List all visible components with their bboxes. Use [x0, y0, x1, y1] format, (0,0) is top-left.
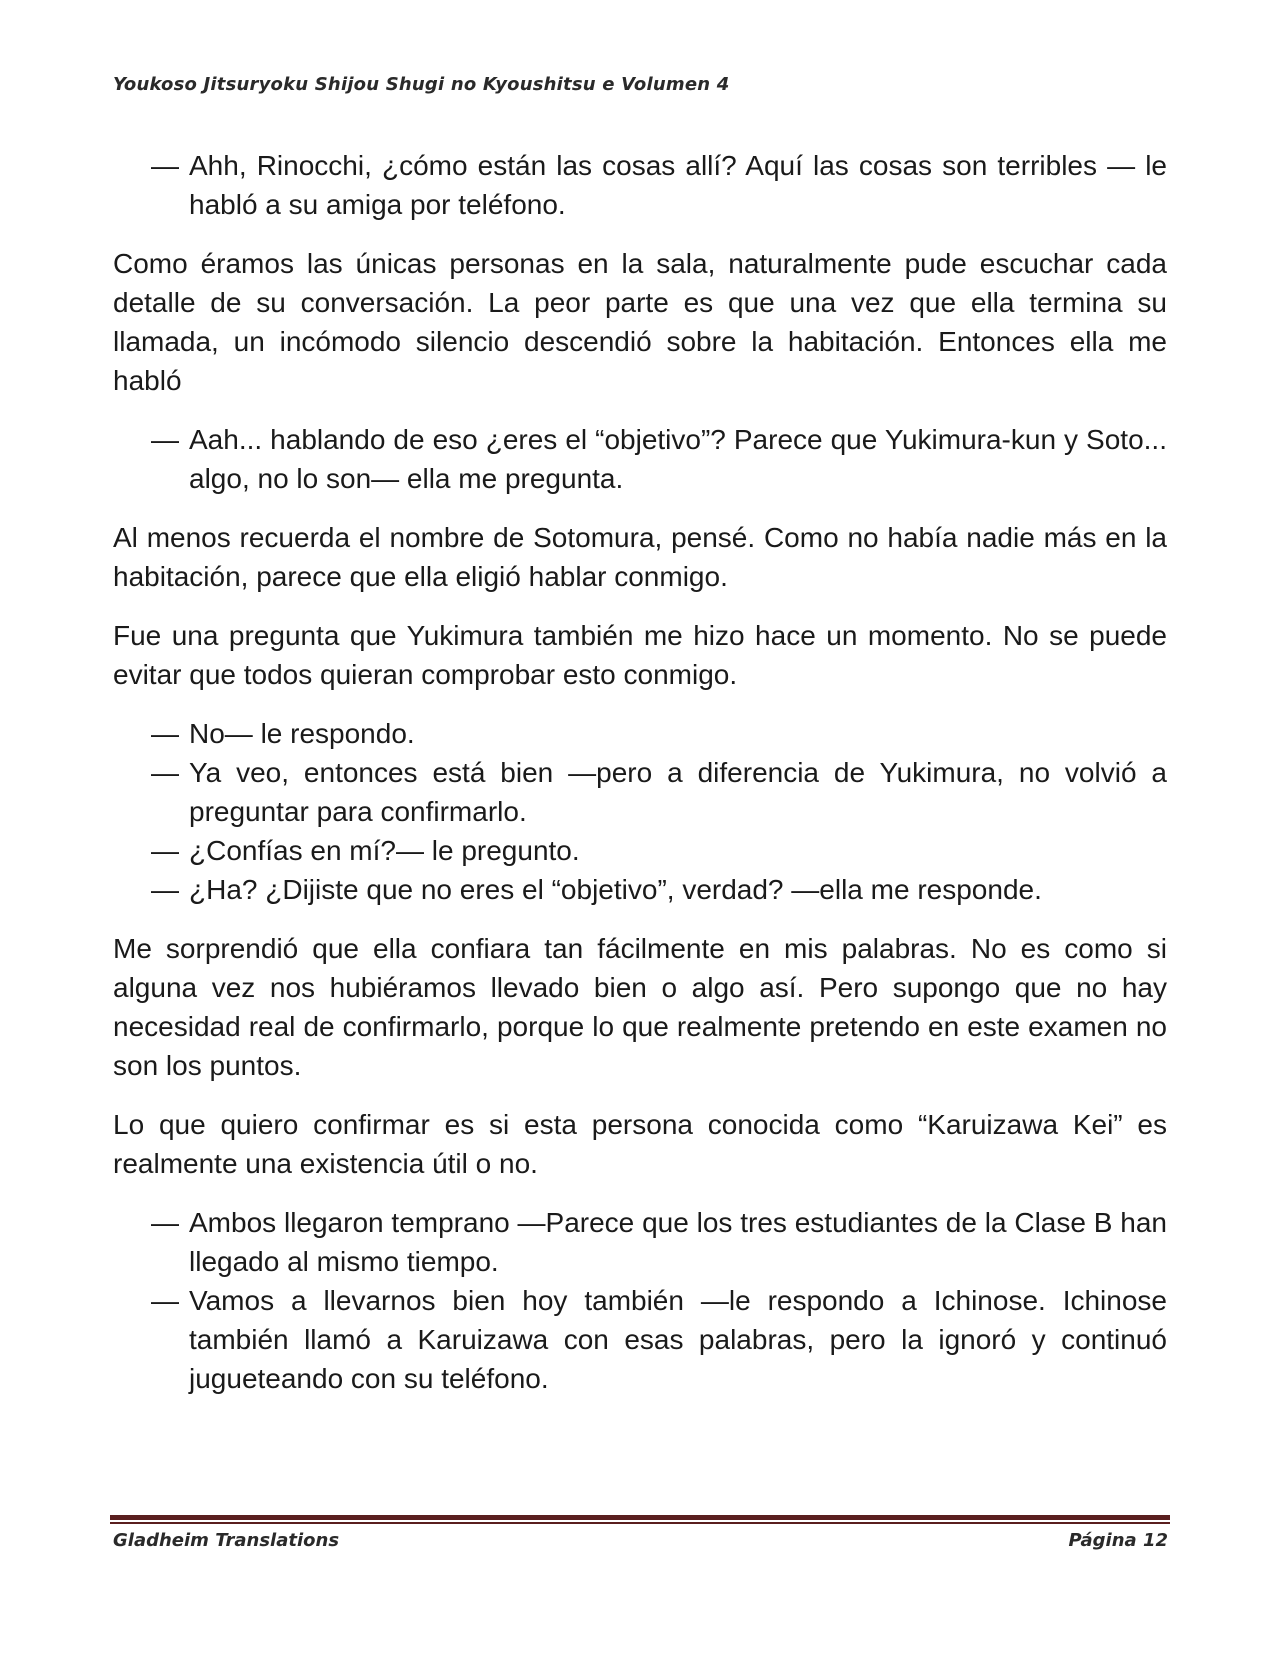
dialogue-group	[113, 146, 1167, 224]
dialogue-text: Ahh, Rinocchi, ¿cómo están las cosas allí? Aquí las cosas son terribles — le habló a su amiga por teléfono.	[189, 150, 1167, 220]
running-header: Youkoso Jitsuryoku Shijou Shugi no Kyoushitsu e Volumen 4	[113, 74, 730, 95]
dialogue-dash: —	[151, 835, 179, 866]
dialogue-line	[113, 831, 1167, 870]
footer-rule-thin	[110, 1522, 1170, 1524]
footer-rule	[110, 1515, 1170, 1524]
paragraph: Me sorprendió que ella confiara tan fácilmente en mis palabras. No es como si alguna vez nos hubiéramos llevado bien o algo así. Pero supongo que no hay necesidad real de confirmarlo, porque lo que realmente pretendo en este examen no son los puntos.	[113, 933, 1167, 1081]
dialogue-dash: —	[151, 874, 179, 905]
footer-page-number: Página 12	[1068, 1530, 1168, 1551]
dialogue-dash: —	[151, 718, 179, 749]
dialogue-text: ¿Ha? ¿Dijiste que no eres el “objetivo”, verdad? —ella me responde.	[189, 874, 1042, 905]
paragraph: Lo que quiero confirmar es si esta persona conocida como “Karuizawa Kei” es realmente una existencia útil o no.	[113, 1109, 1167, 1179]
body-text	[113, 146, 1167, 1418]
dialogue-line	[113, 420, 1167, 498]
dialogue-dash: —	[151, 1285, 179, 1316]
dialogue-dash: —	[151, 1207, 179, 1238]
dialogue-dash: —	[151, 757, 179, 788]
dialogue-group	[113, 420, 1167, 498]
paragraph: Como éramos las únicas personas en la sala, naturalmente pude escuchar cada detalle de su conversación. La peor parte es que una vez que ella termina su llamada, un incómodo silencio descendió sobre la habitación. Entonces ella me habló	[113, 248, 1167, 396]
footer-rule-thick	[110, 1515, 1170, 1520]
dialogue-line	[113, 870, 1167, 909]
dialogue-text: No— le respondo.	[189, 718, 415, 749]
paragraph: Al menos recuerda el nombre de Sotomura, pensé. Como no había nadie más en la habitación, parece que ella eligió hablar conmigo.	[113, 522, 1167, 592]
dialogue-group	[113, 1203, 1167, 1398]
dialogue-line	[113, 146, 1167, 224]
dialogue-line	[113, 1281, 1167, 1398]
footer-publisher: Gladheim Translations	[113, 1530, 340, 1551]
dialogue-text: Vamos a llevarnos bien hoy también —le respondo a Ichinose. Ichinose también llamó a Karuizawa con esas palabras, pero la ignoró y continuó jugueteando con su teléfono.	[189, 1285, 1167, 1394]
dialogue-line	[113, 714, 1167, 753]
dialogue-text: ¿Confías en mí?— le pregunto.	[189, 835, 580, 866]
dialogue-text: Aah... hablando de eso ¿eres el “objetivo”? Parece que Yukimura-kun y Soto... algo, no lo son— ella me pregunta.	[189, 424, 1167, 494]
dialogue-line	[113, 753, 1167, 831]
paragraph: Fue una pregunta que Yukimura también me hizo hace un momento. No se puede evitar que todos quieran comprobar esto conmigo.	[113, 620, 1167, 690]
dialogue-text: Ya veo, entonces está bien —pero a diferencia de Yukimura, no volvió a preguntar para confirmarlo.	[189, 757, 1167, 827]
dialogue-dash: —	[151, 424, 179, 455]
dialogue-dash: —	[151, 150, 179, 181]
dialogue-text: Ambos llegaron temprano —Parece que los tres estudiantes de la Clase B han llegado al mismo tiempo.	[189, 1207, 1167, 1277]
dialogue-group	[113, 714, 1167, 909]
dialogue-line	[113, 1203, 1167, 1281]
